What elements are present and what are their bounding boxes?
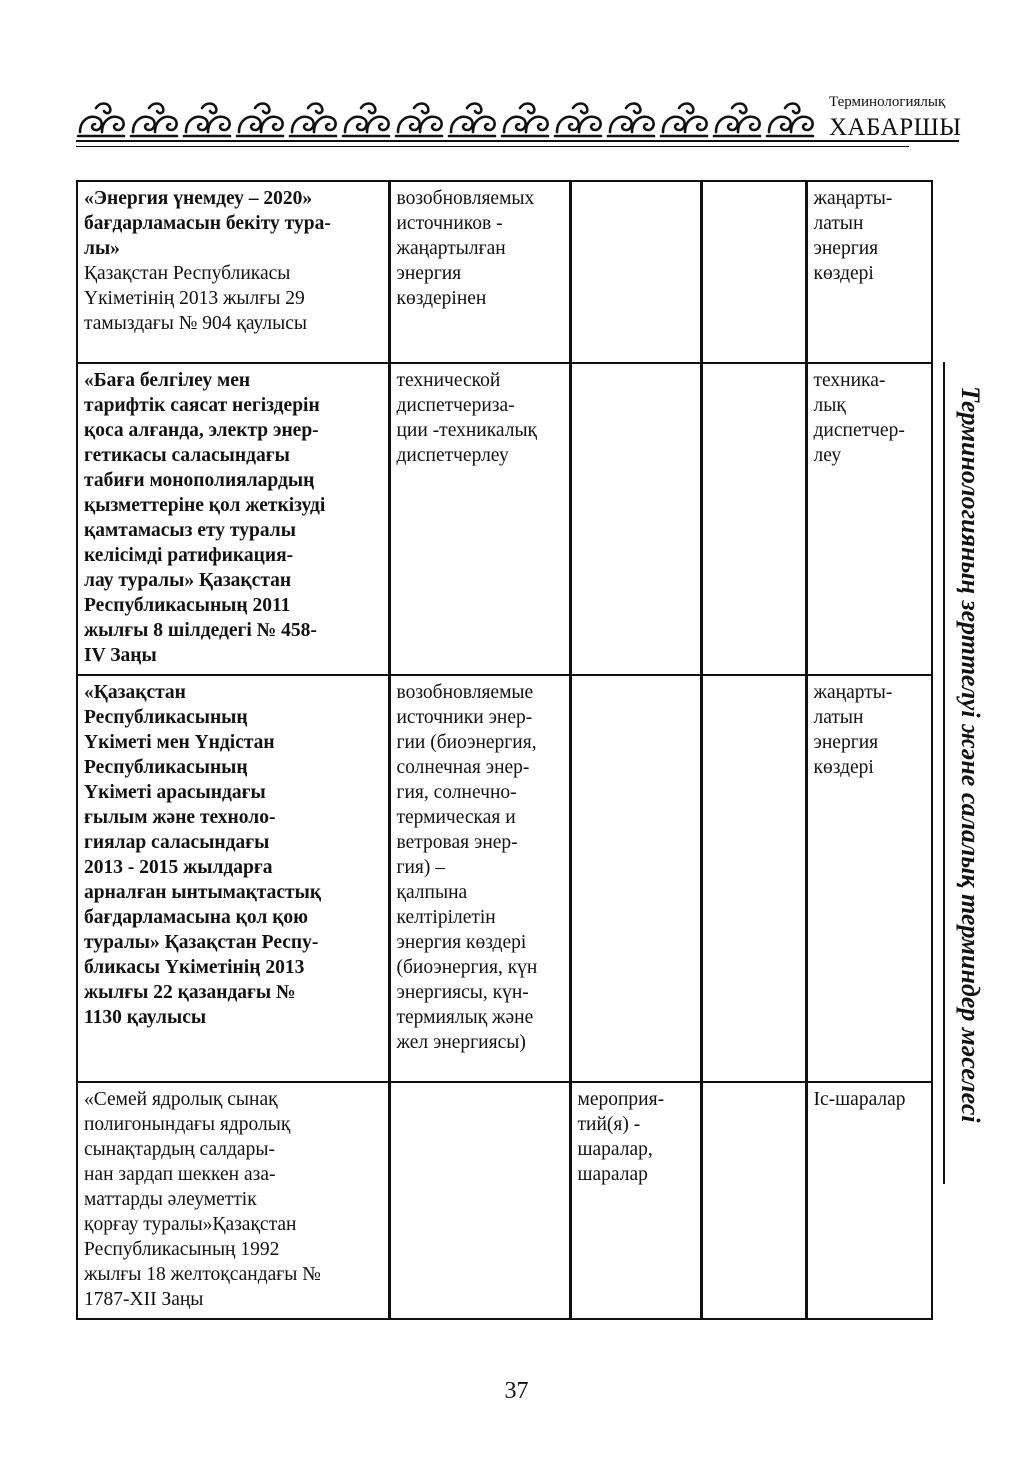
- source-title: «Баға белгілеу мен тарифтік саясат негіздерін қоса алғанда, электр энер- гетикасы саласындағы табиғи монополиялардың қызметтеріне қол жеткізуді қамтамасыз ету туралы келісімді ратификация- лау туралы» Қазақстан Республикасының 2011 жылғы 8 шілдедегі № 458- IV Заңы: [84, 370, 326, 666]
- original-term-cell: [389, 1082, 570, 1319]
- page-number: 37: [504, 1378, 529, 1404]
- source-title: «Қазақстан Республикасының Үкіметі мен Үндістан Республикасының Үкіметі арасындағы ғылым және техноло- гиялар саласындағы 2013 - 2015 жылдарға арналған ынтымақтастық бағдарламасына қол қою туралы» Қазақстан Респу- бликасы Үкіметінің 2013 жылғы 22 қазандағы № 1130 қаулысы: [84, 682, 322, 1028]
- journal-header: [76, 94, 962, 150]
- term-cell: [570, 675, 701, 1082]
- table-row: [77, 1082, 932, 1319]
- side-title-text: Терминологияның зерттелуі және салалық терминдер мәселесі: [956, 386, 985, 1123]
- kazakh-ornament-icon: [76, 100, 816, 140]
- original-term-cell: технической диспетчериза- ции -техникалық диспетчерлеу: [389, 363, 570, 675]
- header-rule-thin: [76, 146, 909, 147]
- kazakh-term-cell: жаңарты- латын энергия көздері: [806, 181, 932, 363]
- section-side-title: [943, 362, 983, 1184]
- source-cell: [77, 363, 389, 675]
- journal-title: ХАБАРШЫ: [829, 114, 962, 141]
- table-row: [77, 181, 932, 363]
- kazakh-term-cell: жаңарты- латын энергия көздері: [806, 675, 932, 1082]
- original-term-cell: возобновляемые источники энер- гии (биоэнергия, солнечная энер- гия, солнечно- термическая и ветровая энер- гия) – қалпына келтірілетін энергия көздері (биоэнергия, күн энергиясы, күн- термиялық және жел энергиясы): [389, 675, 570, 1082]
- journal-subtitle: Терминологиялық: [829, 94, 946, 110]
- source-cell: [77, 675, 389, 1082]
- table-row: [77, 363, 932, 675]
- terms-table: [76, 180, 933, 1320]
- source-details: Қазақстан Республикасы Үкіметінің 2013 жылғы 29 тамыздағы № 904 қаулысы: [84, 263, 307, 334]
- kazakh-term-cell: Іс-шаралар: [806, 1082, 932, 1319]
- source-cell: [77, 181, 389, 363]
- term-cell: [570, 363, 701, 675]
- term-cell: мероприя- тий(я) - шаралар, шаралар: [570, 1082, 701, 1319]
- source-title: «Энергия үнемдеу – 2020» бағдарламасын бекіту тура- лы»: [84, 188, 331, 259]
- source-details: «Семей ядролық сынақ полигонындағы ядролық сынақтардың салдары- нан зардап шеккен аза- маттарды әлеуметтік қорғау туралы»Қазақстан Республикасының 1992 жылғы 18 желтоқсандағы № 1787-XII Заңы: [84, 1089, 321, 1310]
- original-term-cell: возобновляемых источников - жаңартылған энергия көздерінен: [389, 181, 570, 363]
- table-row: [77, 675, 932, 1082]
- empty-cell: [701, 181, 806, 363]
- header-rule: [76, 140, 959, 142]
- kazakh-term-cell: техника- лық диспетчер- леу: [806, 363, 932, 675]
- term-cell: [570, 181, 701, 363]
- empty-cell: [701, 1082, 806, 1319]
- empty-cell: [701, 675, 806, 1082]
- empty-cell: [701, 363, 806, 675]
- source-cell: [77, 1082, 389, 1319]
